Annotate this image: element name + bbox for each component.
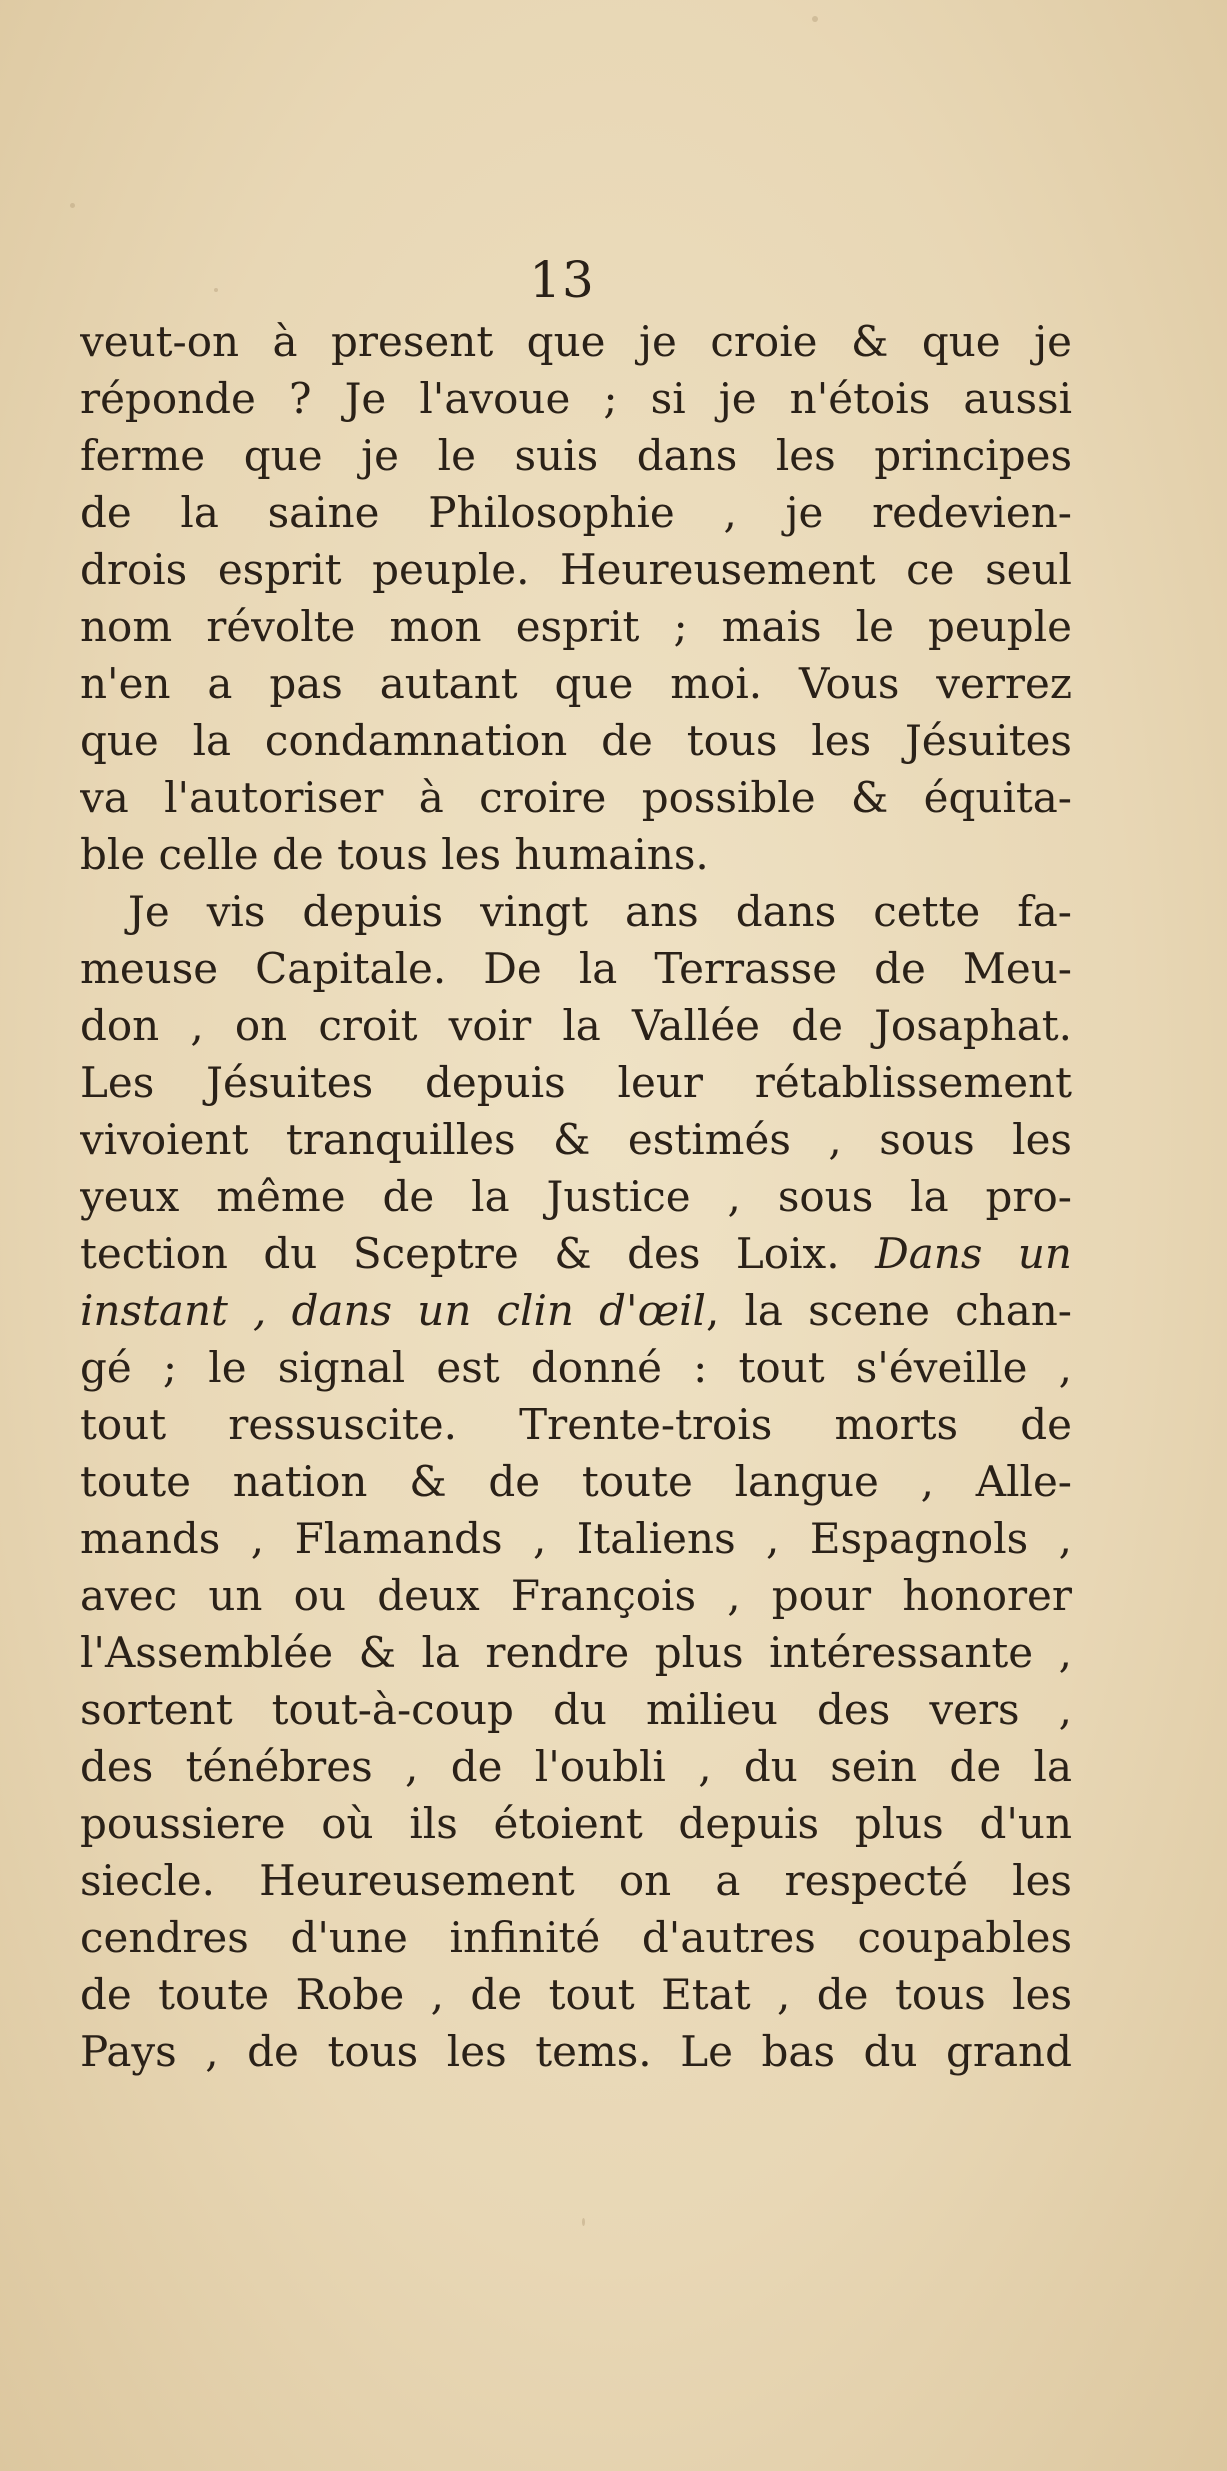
text-line [80,1282,1072,1339]
body-text [80,313,1072,2080]
text-line: avec un ou deux François , pour honorer [80,1571,1072,1620]
text-line: cendres d'une infinité d'autres coupables [80,1913,1072,1962]
text-segment: tection du Sceptre & des Loix. [80,1229,840,1278]
text-line: réponde ? Je l'avoue ; si je n'étois aussi [80,374,1072,423]
text-line: de toute Robe , de tout Etat , de tous les [80,1970,1072,2019]
italic-segment: instant , dans un clin d'œil [80,1286,706,1335]
paper-speck [70,203,75,208]
text-line: de la saine Philosophie , je redevien- [80,488,1072,537]
text-line: nom révolte mon esprit ; mais le peuple [80,602,1072,651]
text-line: toute nation & de toute langue , Alle- [80,1457,1072,1506]
text-line: Pays , de tous les tems. Le bas du grand [80,2027,1072,2076]
text-line: des ténébres , de l'oubli , du sein de la [80,1742,1072,1791]
paper-speck [214,288,218,292]
text-line [80,1225,1072,1282]
text-line: siecle. Heureusement on a respecté les [80,1856,1072,1905]
text-line: poussiere où ils étoient depuis plus d'un [80,1799,1072,1848]
page-number: 13 [529,251,595,309]
text-line: gé ; le signal est donné : tout s'éveille , [80,1343,1072,1392]
text-line: Les Jésuites depuis leur rétablissement [80,1058,1072,1107]
text-line: l'Assemblée & la rendre plus intéressante , [80,1628,1072,1677]
text-line: veut-on à present que je croie & que je [80,317,1072,366]
text-line: n'en a pas autant que moi. Vous verrez [80,659,1072,708]
text-line: sortent tout-à-coup du milieu des vers , [80,1685,1072,1734]
italic-segment: Dans un [875,1229,1072,1278]
text-segment: , la scene chan- [705,1286,1072,1335]
paper-speck [812,16,818,22]
paper-speck [582,2218,585,2226]
text-line: que la condamnation de tous les Jésuites [80,716,1072,765]
text-line: Je vis depuis vingt ans dans cette fa- [128,887,1072,936]
text-line: ferme que je le suis dans les principes [80,431,1072,480]
text-line: don , on croit voir la Vallée de Josaphat. [80,1001,1072,1050]
text-line: meuse Capitale. De la Terrasse de Meu- [80,944,1072,993]
text-line: va l'autoriser à croire possible & équita- [80,773,1072,822]
text-line: ble celle de tous les humains. [80,830,709,879]
text-line: yeux même de la Justice , sous la pro- [80,1172,1072,1221]
text-line: drois esprit peuple. Heureusement ce seul [80,545,1072,594]
text-line: tout ressuscite. Trente-trois morts de [80,1400,1072,1449]
text-line: mands , Flamands , Italiens , Espagnols , [80,1514,1072,1563]
text-line: vivoient tranquilles & estimés , sous les [80,1115,1072,1164]
